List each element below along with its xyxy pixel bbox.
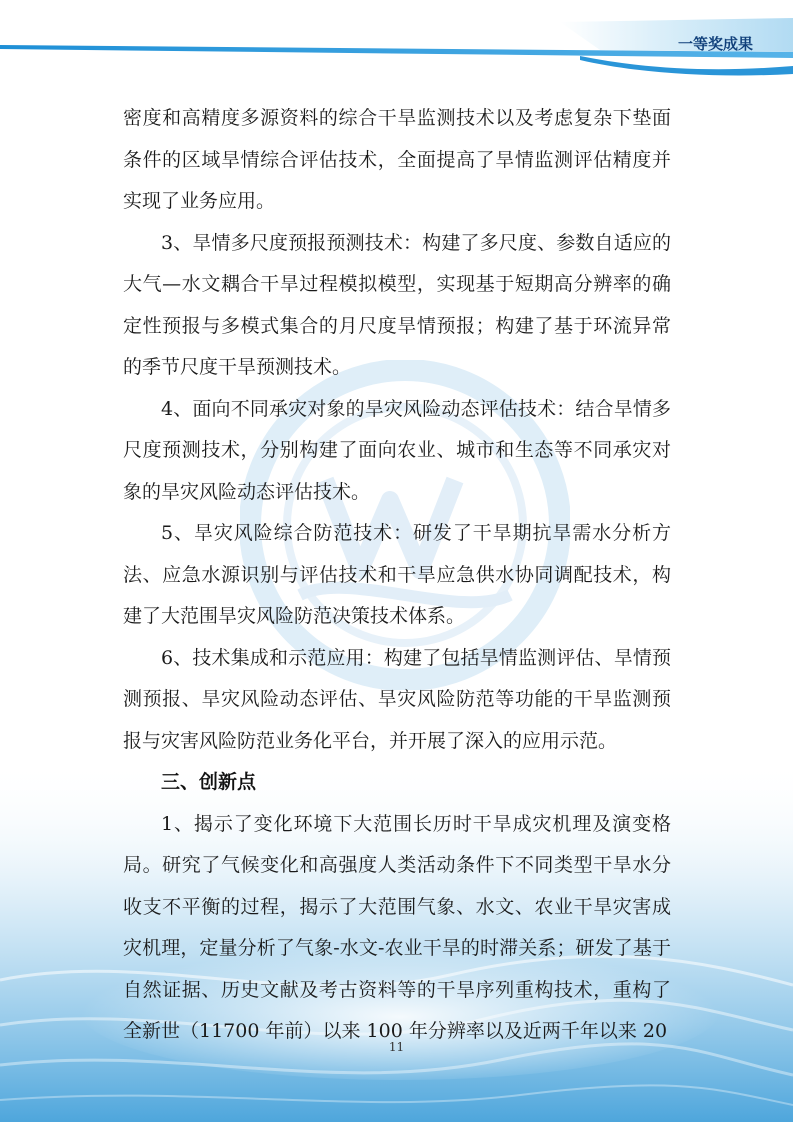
paragraph-item-6: 6、技术集成和示范应用：构建了包括旱情监测评估、旱情预测预报、旱灾风险动态评估、旱灾风险防范等功能的干旱监测预报与灾害风险防范业务化平台，并开展了深入的应用示范。 — [123, 646, 671, 752]
page-number: 11 — [388, 1040, 405, 1054]
document-body — [123, 98, 671, 1053]
header-section-label: 一等奖成果 — [677, 35, 753, 53]
paragraph-item-3: 3、旱情多尺度预报预测技术：构建了多尺度、参数自适应的大气—水文耦合干旱过程模拟模型，实现基于短期高分辨率的确定性预报与多模式集合的月尺度旱情预报；构建了基于环流异常的季节尺度干旱预测技术。 — [123, 231, 671, 378]
header-stripe-graphic — [0, 0, 793, 80]
paragraph-innovation-1: 1、揭示了变化环境下大范围长历时干旱成灾机理及演变格局。研究了气候变化和高强度人类活动条件下不同类型干旱水分收支不平衡的过程，揭示了大范围气象、水文、农业干旱灾害成灾机理，定量分析了气象-水文-农业干旱的时滞关系；研发了基于自然证据、历史文献及考古资料等的干旱序列重构技术，重构了全新世（11700 年前）以来 100 年分辨率以及近两千年以来 20 — [123, 812, 671, 1042]
paragraph-item-4: 4、面向不同承灾对象的旱灾风险动态评估技术：结合旱情多尺度预测技术，分别构建了面向农业、城市和生态等不同承灾对象的旱灾风险动态评估技术。 — [123, 397, 671, 503]
paragraph-intro: 密度和高精度多源资料的综合干旱监测技术以及考虑复杂下垫面条件的区域旱情综合评估技术，全面提高了旱情监测评估精度并实现了业务应用。 — [123, 107, 671, 212]
header-band — [0, 0, 793, 80]
section-heading: 三、创新点 — [161, 771, 257, 793]
paragraph-item-5: 5、旱灾风险综合防范技术：研发了干旱期抗旱需水分析方法、应急水源识别与评估技术和干旱应急供水协同调配技术，构建了大范围旱灾风险防范决策技术体系。 — [123, 522, 671, 627]
